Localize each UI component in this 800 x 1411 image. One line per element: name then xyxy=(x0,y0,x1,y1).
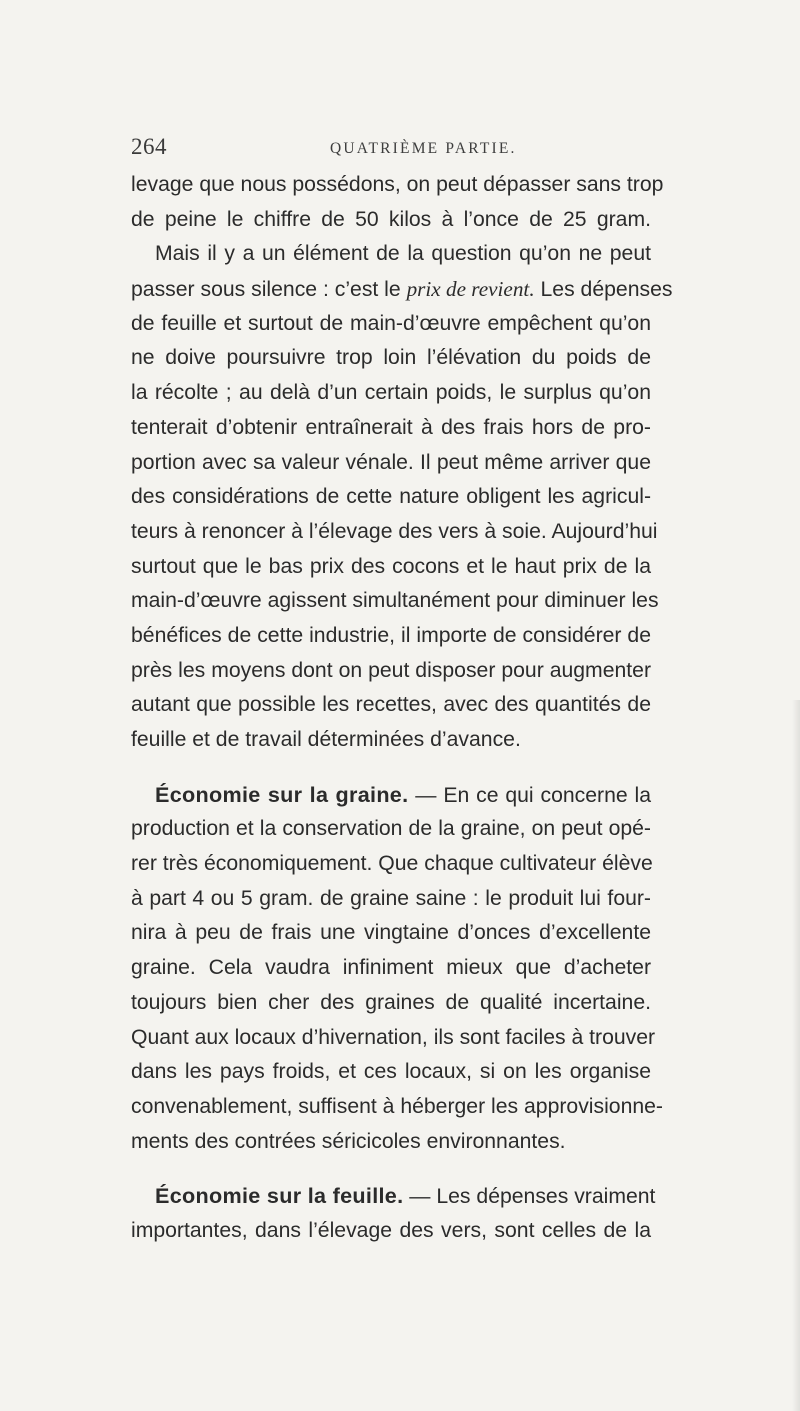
text-fragment: passer sous silence : c’est le xyxy=(131,278,407,302)
text-line: teurs à renoncer à l’élevage des vers à soie. Aujourd’hui xyxy=(131,519,658,543)
text-line: convenablement, suffisent à héberger les approvisionne- xyxy=(131,1094,663,1118)
italic-term: prix de revient. xyxy=(406,277,535,302)
text-line: de feuille et surtout de main-d’œuvre empêchent qu’on xyxy=(131,311,651,335)
text-line: production et la conservation de la graine, on peut opé- xyxy=(131,817,651,841)
text-line: ne doive poursuivre trop loin l’élévation du poids de xyxy=(131,346,651,370)
text-line: Mais il y a un élément de la question qu’on ne peut xyxy=(155,242,651,266)
running-head: QUATRIÈME PARTIE. xyxy=(330,140,517,157)
section-heading-line xyxy=(131,778,651,813)
text-line: des considérations de cette nature obligent les agricul- xyxy=(131,485,651,509)
text-line: tenterait d’obtenir entraînerait à des frais hors de pro- xyxy=(131,415,651,439)
text-line: nira à peu de frais une vingtaine d’onces d’excellente xyxy=(131,921,651,945)
text-line xyxy=(131,272,673,307)
body-text xyxy=(131,168,673,1249)
paragraph-spacer xyxy=(131,1159,651,1179)
text-line: surtout que le bas prix des cocons et le haut prix de la xyxy=(131,554,651,578)
section-heading: Économie sur la feuille. xyxy=(155,1183,404,1209)
page-edge-shadow xyxy=(792,700,800,1411)
text-line: feuille et de travail déterminées d’avance. xyxy=(131,728,521,751)
text-line: toujours bien cher des graines de qualité incertaine. xyxy=(131,990,651,1014)
text-line: autant que possible les recettes, avec des quantités de xyxy=(131,693,651,717)
text-fragment: — En ce qui concerne la xyxy=(408,783,651,807)
text-line: près les moyens dont on peut disposer pour augmenter xyxy=(131,658,651,682)
text-line: de peine le chiffre de 50 kilos à l’once de 25 gram. xyxy=(131,207,651,231)
text-line: levage que nous possédons, on peut dépasser sans trop xyxy=(131,173,664,196)
text-line: graine. Cela vaudra infiniment mieux que d’acheter xyxy=(131,956,651,980)
text-line: Quant aux locaux d’hivernation, ils sont faciles à trouver xyxy=(131,1025,656,1049)
text-line: à part 4 ou 5 gram. de graine saine : le produit lui four- xyxy=(131,886,651,910)
page-number: 264 xyxy=(131,134,167,159)
text-line: rer très économiquement. Que chaque cultivateur élève xyxy=(131,852,653,876)
text-line: portion avec sa valeur vénale. Il peut même arriver que xyxy=(131,450,651,474)
paragraph-spacer xyxy=(131,758,651,778)
section-heading-line xyxy=(131,1179,656,1214)
section-heading: Économie sur la graine. xyxy=(155,781,409,807)
text-line: la récolte ; au delà d’un certain poids, le surplus qu’on xyxy=(131,381,651,405)
text-line: main-d’œuvre agissent simultanément pour diminuer les xyxy=(131,589,659,613)
text-fragment: — Les dépenses vraiment xyxy=(403,1185,656,1209)
text-line: importantes, dans l’élevage des vers, sont celles de la xyxy=(131,1218,651,1242)
text-line: ments des contrées séricicoles environnantes. xyxy=(131,1129,566,1153)
text-line: bénéfices de cette industrie, il importe de considérer de xyxy=(131,623,651,647)
text-fragment: Les dépenses xyxy=(534,278,673,302)
text-line: dans les pays froids, et ces locaux, si on les organise xyxy=(131,1060,651,1084)
